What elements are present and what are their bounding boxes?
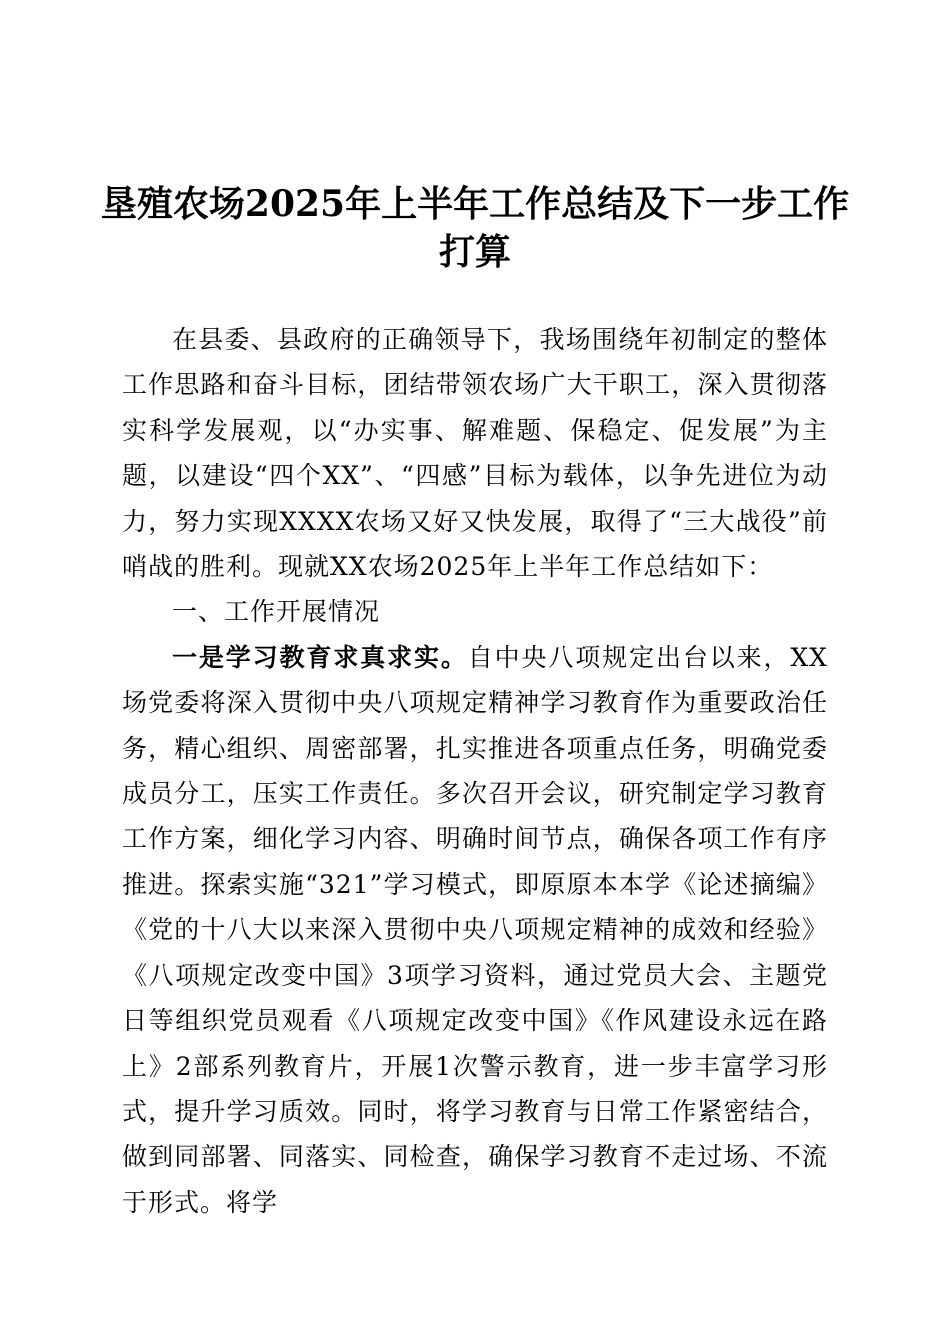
document-body [122, 317, 828, 1225]
section-heading-1: 一、工作开展情况 [172, 597, 381, 627]
document-title: 垦殖农场2025年上半年工作总结及下一步工作打算 [100, 183, 850, 273]
paragraph-1-lead: 一是学习教育求真求实。 [172, 642, 468, 672]
intro-paragraph: 在县委、县政府的正确领导下，我场围绕年初制定的整体工作思路和奋斗目标，团结带领农场广大干职工，深入贯彻落实科学发展观，以“办实事、解难题、保稳定、促发展”为主题，以建设“四个XX”、“四感”目标为载体，以争先进位为动力，努力实现XXXX农场又好又快发展，取得了“三大战役”前哨战的胜利。现就XX农场2025年上半年工作总结如下： [122, 325, 828, 582]
paragraph-1-body: 自中央八项规定出台以来，XX场党委将深入贯彻中央八项规定精神学习教育作为重要政治任务，精心组织、周密部署，扎实推进各项重点任务，明确党委成员分工，压实工作责任。多次召开会议，研究制定学习教育工作方案，细化学习内容、明确时间节点，确保各项工作有序推进。探索实施“321”学习模式，即原原本本学《论述摘编》《党的十八大以来深入贯彻中央八项规定精神的成效和经验》《八项规定改变中国》3项学习资料，通过党员大会、主题党日等组织党员观看《八项规定改变中国》《作风建设永远在路上》2部系列教育片，开展1次警示教育，进一步丰富学习形式，提升学习质效。同时，将学习教育与日常工作紧密结合，做到同部署、同落实、同检查，确保学习教育不走过场、不流于形式。将学 [122, 642, 828, 1217]
paragraph-1 [122, 635, 828, 1225]
